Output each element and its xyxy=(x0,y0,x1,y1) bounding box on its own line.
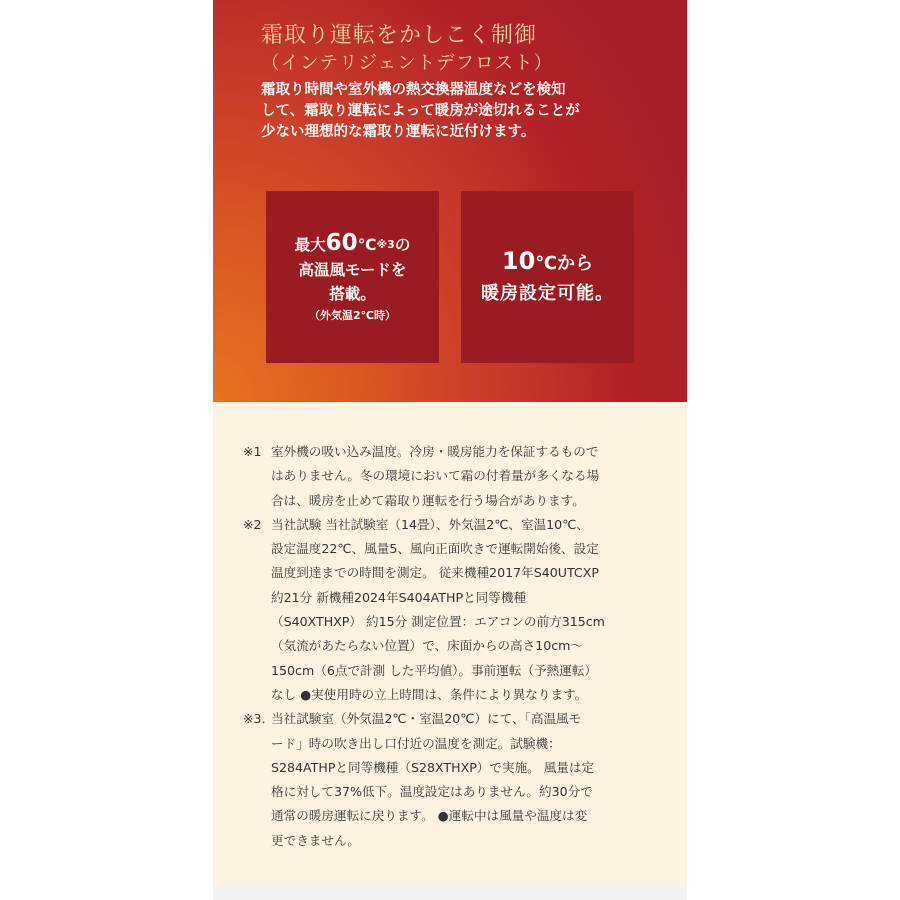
footnote-line: 当社試験室（外気温2℃・室温20℃）にて、「高温風モ xyxy=(271,711,582,727)
hero-title: 霜取り運転をかしこく制御 xyxy=(261,23,538,48)
footnote-mark: ※1 xyxy=(243,444,262,459)
footnote xyxy=(243,707,675,853)
footnotes-list xyxy=(243,440,675,853)
footnote-line: 格に対して37%低下。温度設定はありません。約30分で xyxy=(271,784,593,800)
footnote-line: 更できません。 xyxy=(271,832,360,848)
footnote-line: （S40XTHXP） 約15分 測定位置：エアコンの前方315cm xyxy=(271,614,605,630)
feature-box-line: 暖房設定可能。 xyxy=(481,282,614,304)
footnote-line: （気流があたらない位置）で、床面からの高さ10cm〜 xyxy=(271,638,584,654)
footnote-line: なし ●実使用時の立上時間は、条件により異なります。 xyxy=(271,686,588,702)
feature-box-high-temp xyxy=(266,191,439,363)
footnote-line: 150cm（6点で計測 した平均値）。事前運転（予熱運転） xyxy=(271,662,598,678)
hero-subtitle: （インテリジェントデフロスト） xyxy=(261,53,554,74)
feature-prefix: 最大 xyxy=(294,235,326,254)
footnote-line: 室外機の吸い込み温度。冷房・暖房能力を保証するもので xyxy=(271,444,599,459)
feature-box-line xyxy=(295,230,411,258)
footnote-line: 設定温度22℃、風量5、風向正面吹きで運転開始後、設定 xyxy=(271,541,599,557)
feature-box-line xyxy=(502,246,593,279)
feature-box-heating-range xyxy=(461,191,634,363)
footnote-mark: ※2 xyxy=(243,516,262,532)
footnote-line: S284ATHPと同等機種（S28XTHXP）で実施。 風量は定 xyxy=(271,759,595,775)
product-feature-panel xyxy=(213,0,687,900)
hero-description-line: 霜取り時間や室外機の熱交換器温度などを検知 xyxy=(261,82,566,98)
footnote-line: 合は、暖房を止めて霜取り運転を行う場合があります。 xyxy=(271,492,585,508)
bottom-divider xyxy=(213,886,687,900)
footnote-text xyxy=(271,440,675,513)
footnotes-section xyxy=(213,402,687,886)
footnote-text xyxy=(271,513,675,707)
footnote xyxy=(243,440,675,513)
feature-box-condition: （外気温2℃時） xyxy=(309,308,396,322)
feature-value: 60 xyxy=(325,229,358,256)
feature-unit: ℃から xyxy=(535,252,594,274)
feature-suffix: の xyxy=(394,235,411,254)
footnote-line: 約21分 新機種2024年S404ATHPと同等機種 xyxy=(271,589,527,605)
feature-box-line: 高温風モードを xyxy=(298,260,407,279)
footnote-line: はありません。冬の環境において霜の付着量が多くなる場 xyxy=(271,468,600,484)
feature-unit: ℃ xyxy=(357,235,377,254)
footnote-line: 通常の暖房運転に戻ります。 ●運転中は風量や温度は変 xyxy=(271,808,588,824)
footnote-text xyxy=(271,707,675,853)
hero-description-line: 少ない理想的な霜取り運転に近付けます。 xyxy=(261,124,536,140)
feature-value: 10 xyxy=(501,246,536,275)
footnote-line: ード」時の吹き出し口付近の温度を測定。試験機： xyxy=(271,735,561,751)
footnote xyxy=(243,513,675,707)
footnote-mark: ※3． xyxy=(243,711,275,727)
hero-description-line: して、霜取り運転によって暖房が途切れることが xyxy=(261,103,580,119)
footnote-line: 当社試験 当社試験室（14畳）、外気温2℃、室温10℃、 xyxy=(271,516,589,532)
feature-note-mark: ※3 xyxy=(376,237,395,251)
hero-section xyxy=(213,0,687,402)
feature-box-line: 搭載。 xyxy=(329,284,376,303)
hero-description xyxy=(261,80,681,143)
footnote-line: 温度到達までの時間を測定。 従来機種2017年S40UTCXP xyxy=(271,565,599,581)
